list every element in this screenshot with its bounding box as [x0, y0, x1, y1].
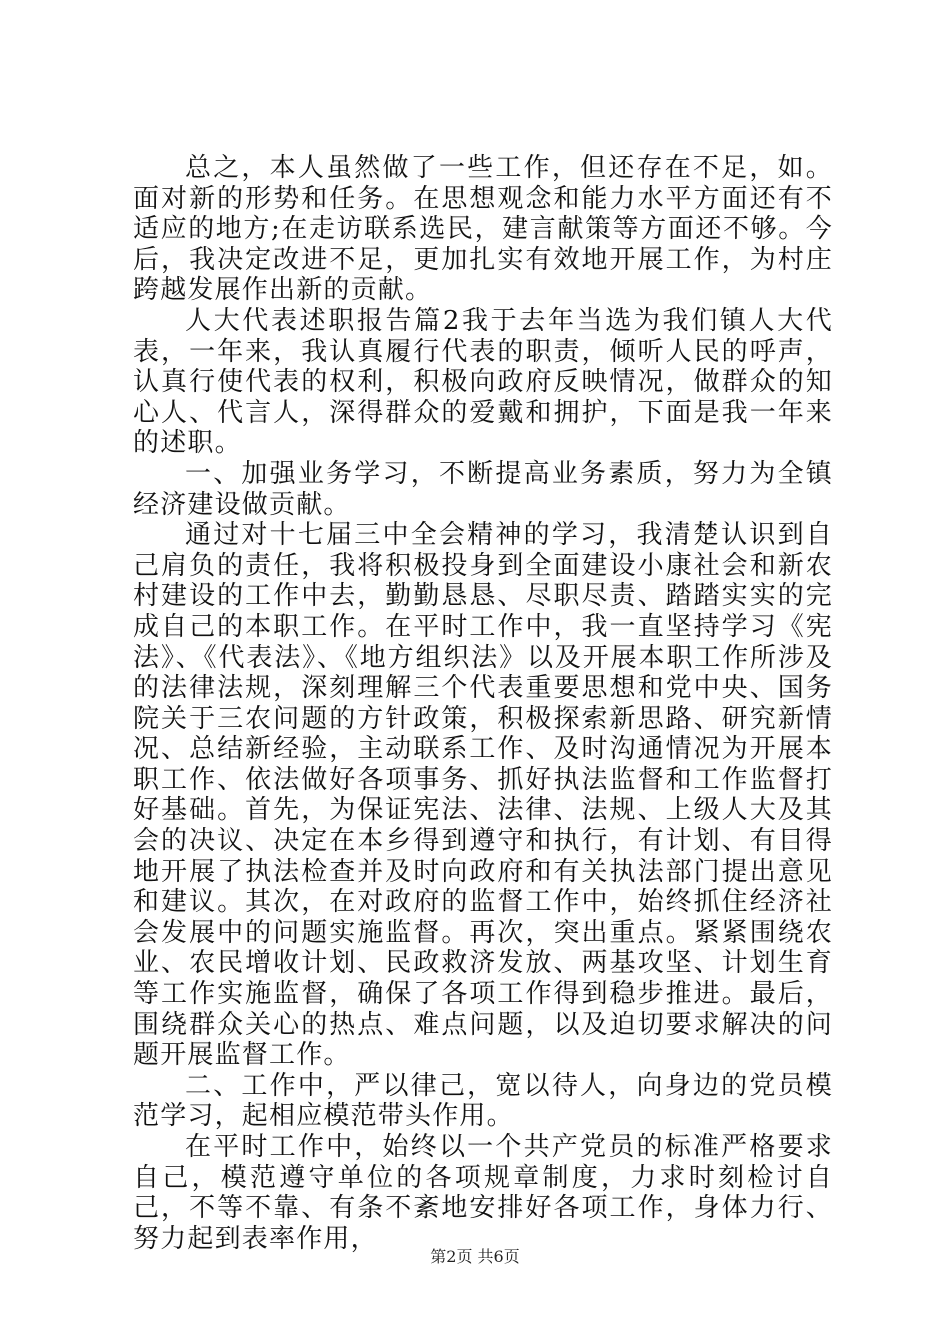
paragraph-study-work: 通过对十七届三中全会精神的学习，我清楚认识到自己肩负的责任，我将积极投身到全面建设小康社会和新农村建设的工作中去，勤勤恳恳、尽职尽责、踏踏实实的完成自己的本职工作。在平时工作中，我一直坚持学习《宪法》、《代表法》、《地方组织法》以及开展本职工作所涉及的法律法规，深刻理解三个代表重要思想和党中央、国务院关于三农问题的方针政策，积极探索新思路、研究新情况、总结新经验，主动联系工作、及时沟通情况为开展本职工作、依法做好各项事务、抓好执法监督和工作监督打好基础。首先，为保证宪法、法律、法规、上级人大及其会的决议、决定在本乡得到遵守和执行，有计划、有目得地开展了执法检查并及时向政府和有关执法部门提出意见和建议。其次，在对政府的监督工作中，始终抓住经济社会发展中的问题实施监督。再次，突出重点。紧紧围绕农业、农民增收计划、民政救济发放、两基攻坚、计划生育等工作实施监督，确保了各项工作得到稳步推进。最后，围绕群众关心的热点、难点问题，以及迫切要求解决的问题开展监督工作。 [133, 520, 833, 1071]
page-number-footer: 第2页 共6页 [430, 1247, 520, 1266]
paragraph-daily-work: 在平时工作中，始终以一个共产党员的标准严格要求自己，模范遵守单位的各项规章制度，力求时刻检讨自己，不等不靠、有条不紊地安排好各项工作，身体力行、努力起到表率作用， [133, 1132, 833, 1254]
document-body [133, 153, 833, 1254]
paragraph-report-intro: 人大代表述职报告篇2我于去年当选为我们镇人大代表，一年来，我认真履行代表的职责，倾听人民的呼声，认真行使代表的权利，积极向政府反映情况，做群众的知心人、代言人，深得群众的爱戴和拥护，下面是我一年来的述职。 [133, 305, 833, 459]
section-heading-two: 二、工作中，严以律己，宽以待人，向身边的党员模范学习，起相应模范带头作用。 [133, 1070, 833, 1132]
section-heading-one: 一、加强业务学习，不断提高业务素质，努力为全镇经济建设做贡献。 [133, 458, 833, 520]
paragraph-summary: 总之，本人虽然做了一些工作，但还存在不足，如。面对新的形势和任务。在思想观念和能力水平方面还有不适应的地方;在走访联系选民，建言献策等方面还不够。今后，我决定改进不足，更加扎实有效地开展工作，为村庄跨越发展作出新的贡献。 [133, 153, 833, 306]
